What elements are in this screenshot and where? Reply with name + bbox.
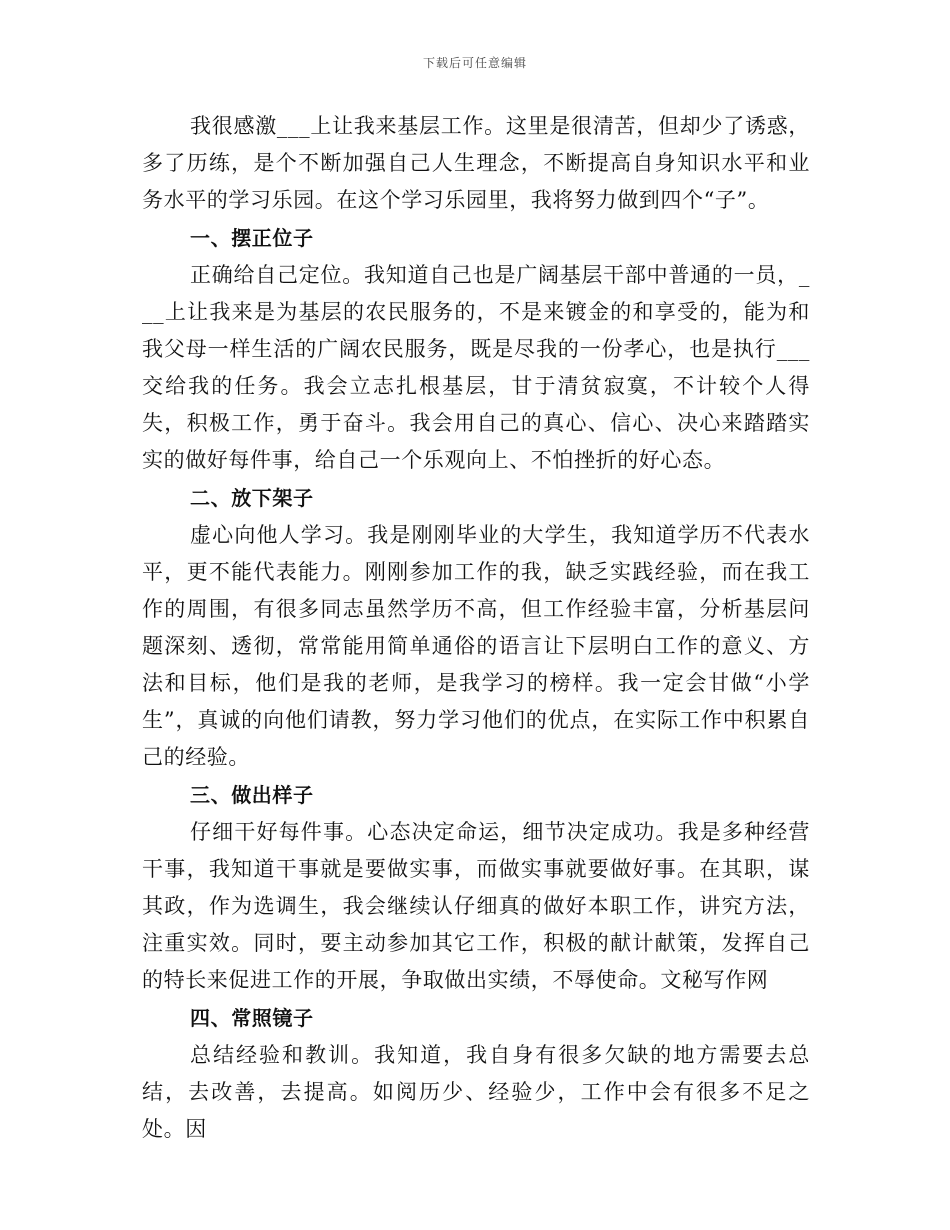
section-paragraph-2: 虚心向他人学习。我是刚刚毕业的大学生，我知道学历不代表水平，更不能代表能力。刚刚参加工作的我，缺乏实践经验，而在我工作的周围，有很多同志虽然学历不高，但工作经验丰富，分析基层问题深刻、透彻，常常能用简单通俗的语言让下层明白工作的意义、方法和目标，他们是我的老师，是我学习的榜样。我一定会甘做“小学生”，真诚的向他们请教，努力学习他们的优点，在实际工作中积累自己的经验。 [142,523,810,769]
document-body [142,108,810,1148]
section-heading-2: 二、放下架子 [190,486,314,510]
section-paragraph-1: 正确给自己定位。我知道自己也是广阔基层干部中普通的一员，___上让我来是为基层的农民服务的，不是来镀金的和享受的，能为和我父母一样生活的广阔农民服务，既是尽我的一份孝心，也是执行___交给我的任务。我会立志扎根基层，甘于清贫寂寞，不计较个人得失，积极工作，勇于奋斗。我会用自己的真心、信心、决心来踏踏实实的做好每件事，给自己一个乐观向上、不怕挫折的好心态。 [142,263,810,472]
section-heading-4: 四、常照镜子 [190,1006,314,1030]
section-paragraph-3: 仔细干好每件事。心态决定命运，细节决定成功。我是多种经营干事，我知道干事就是要做实事，而做实事就要做好事。在其职，谋其政，作为选调生，我会继续认仔细真的做好本职工作，讲究方法，注重实效。同时，要主动参加其它工作，积极的献计献策，发挥自己的特长来促进工作的开展，争取做出实绩，不辱使命。文秘写作网 [142,820,810,992]
section-paragraph-4: 总结经验和教训。我知道，我自身有很多欠缺的地方需要去总结，去改善，去提高。如阅历少、经验少，工作中会有很多不足之处。因 [142,1043,810,1141]
section-heading-3: 三、做出样子 [190,783,314,807]
intro-paragraph: 我很感激___上让我来基层工作。这里是很清苦，但却少了诱惑，多了历练，是个不断加强自己人生理念，不断提高自身知识水平和业务水平的学习乐园。在这个学习乐园里，我将努力做到四个“子”。 [142,114,810,212]
page-header-note: 下载后可任意编辑 [422,56,527,70]
section-heading-1: 一、摆正位子 [190,226,314,250]
